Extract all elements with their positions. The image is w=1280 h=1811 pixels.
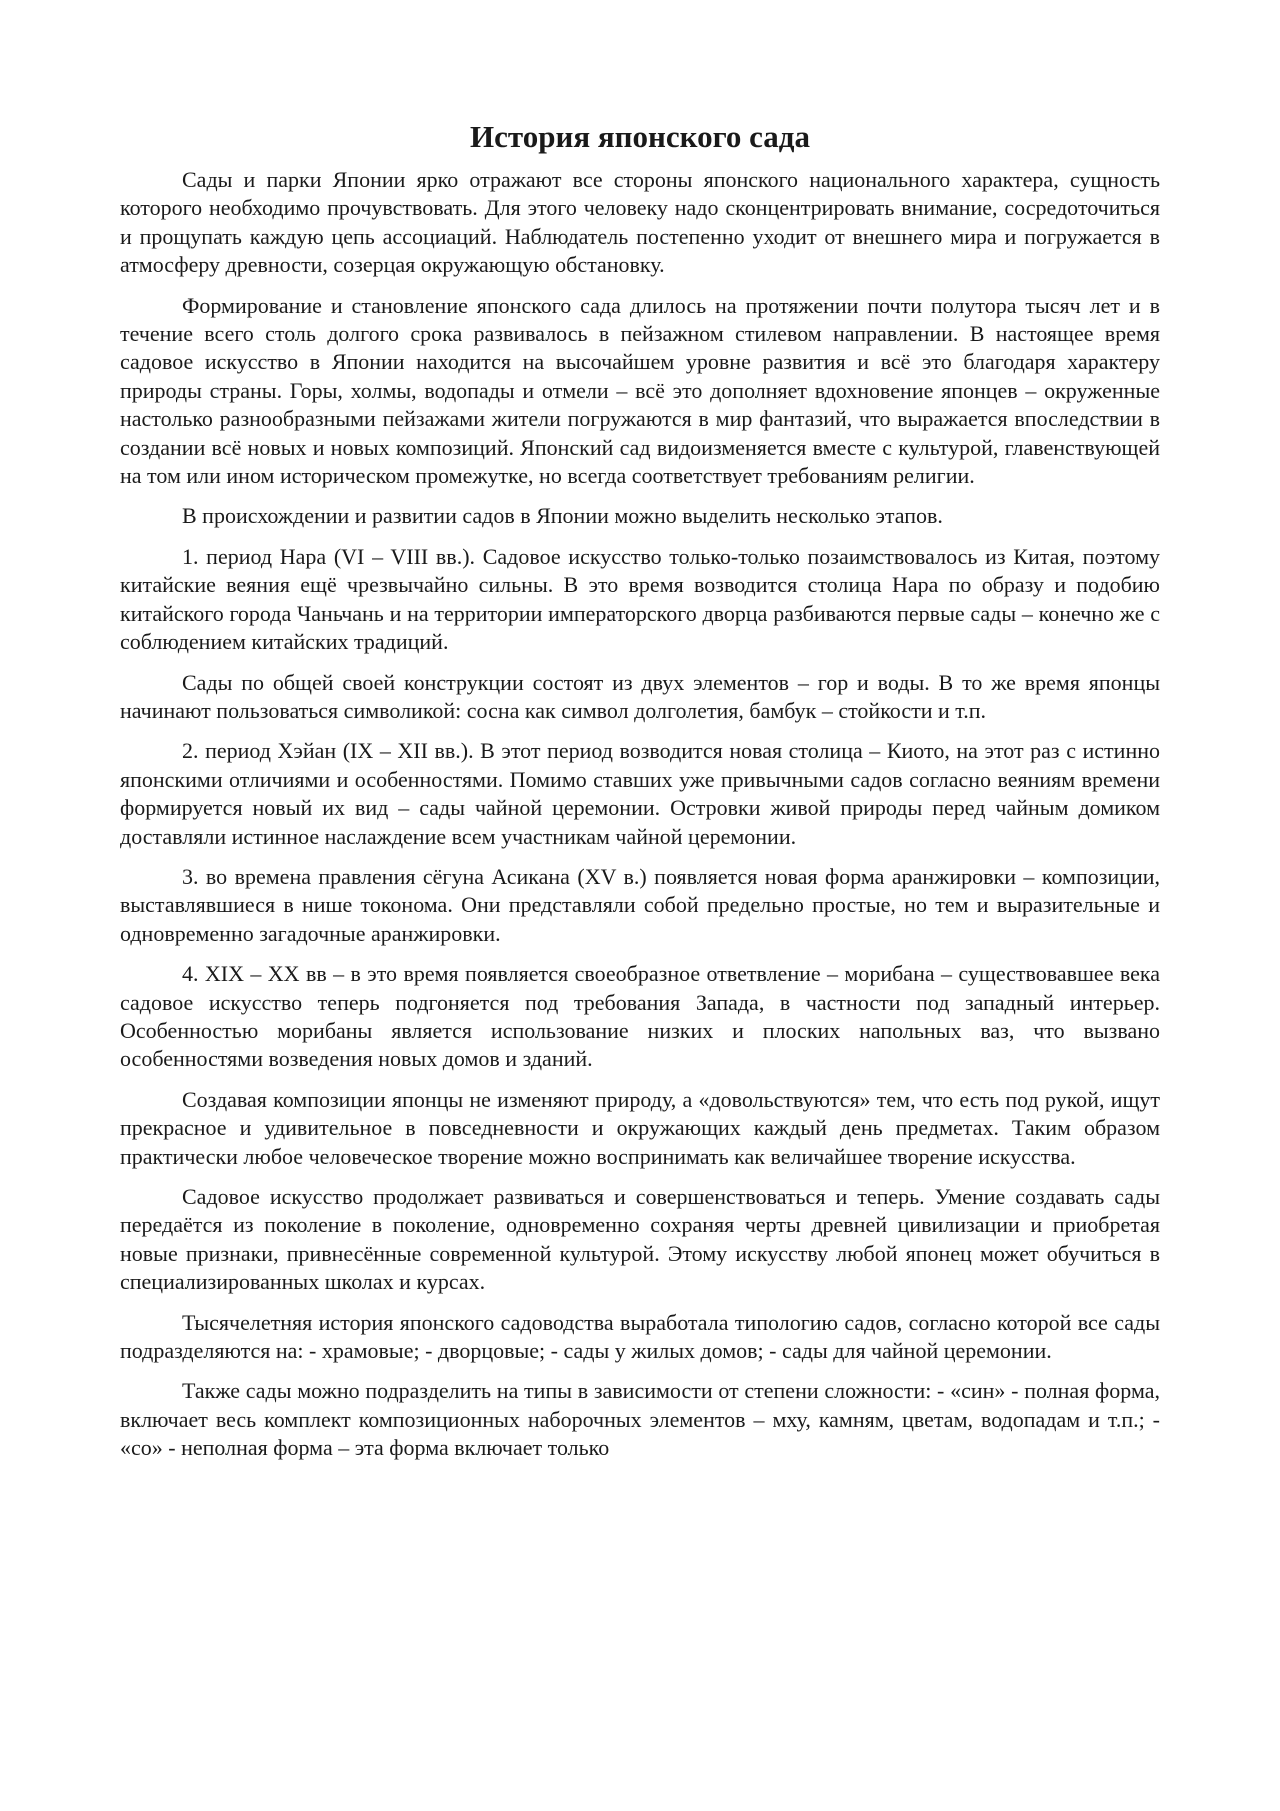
paragraph-typology: Тысячелетняя история японского садоводства выработала типологию садов, согласно которой все сады подразделяются на: - храмовые; - дворцовые; - сады у жилых домов; - сады для чайной церемонии. — [120, 1309, 1160, 1364]
paragraph-complexity-types: Также сады можно подразделить на типы в зависимости от степени сложности: - «син» - полная форма, включает весь комплект композиционных наборочных элементов – мху, камням, цветам, водопадам и т.п.; - «со» - неполная форма – эта форма включает только — [120, 1378, 1160, 1461]
paragraph-intro: Сады и парки Японии ярко отражают все стороны японского национального характера, сущность которого необходимо прочувствовать. Для этого человеку надо сконцентрировать внимание, сосредоточиться и прощупать каждую цепь ассоциаций. Наблюдатель постепенно уходит от внешнего мира и погружается в атмосферу древности, созерцая окружающую обстановку. — [120, 167, 1160, 278]
paragraph-stages-intro: В происхождении и развитии садов в Японии можно выделить несколько этапов. — [182, 503, 943, 529]
paragraph-moribana: 4. XIX – XX вв – в это время появляется своеобразное ответвление – морибана – существовавшее века садовое искусство теперь подгоняется под требования Запада, в частности под западный интерьер. Особенностью морибаны является использование низких и плоских напольных ваз, что вызвано особенностями возведения новых домов и зданий. — [120, 961, 1160, 1072]
paragraph-nara-period: 1. период Нара (VI – VIII вв.). Садовое искусство только-только позаимствовалось из Китая, поэтому китайские веяния ещё чрезвычайно сильны. В это время возводится столица Нара по образу и подобию китайского города Чаньчань и на территории императорского дворца разбиваются первые сады – конечно же с соблюдением китайских традиций. — [120, 543, 1160, 655]
document-title: История японского сада — [470, 119, 810, 154]
paragraph-heian-period: 2. период Хэйан (IX – XII вв.). В этот период возводится новая столица – Киото, на этот раз с истинно японскими отличиями и особенностями. Помимо ставших уже привычными садов согласно веяниям времени формируется новый их вид – сады чайной церемонии. Островки живой природы перед чайным домиком доставляли истинное наслаждение всем участникам чайной церемонии. — [120, 738, 1160, 849]
paragraph-garden-elements: Сады по общей своей конструкции состоят из двух элементов – гор и воды. В то же время японцы начинают пользоваться символикой: сосна как символ долголетия, бамбук – стойкости и т.п. — [120, 669, 1160, 723]
paragraph-modern-art: Садовое искусство продолжает развиваться и совершенствоваться и теперь. Умение создавать сады передаётся из поколение в поколение, одновременно сохраняя черты древней цивилизации и приобретая новые признаки, привнесённые современной культурой. Этому искусству любой японец может обучиться в специализированных школах и курсах. — [120, 1184, 1160, 1295]
paragraph-ashikaga-era: 3. во времена правления сёгуна Асикана (XV в.) появляется новая форма аранжировки – композиции, выставлявшиеся в нише токонома. Они представляли собой предельно простые, но тем и выразительные и одновременно загадочные аранжировки. — [120, 863, 1160, 946]
document-page — [120, 118, 1160, 1768]
paragraph-formation: Формирование и становление японского сада длилось на протяжении почти полутора тысяч лет и в течение всего столь долгого срока развивалось в пейзажном стилевом направлении. В настоящее время садовое искусство в Японии находится на высочайшем уровне развития и всё это благодаря характеру природы страны. Горы, холмы, водопады и отмели – всё это дополняет вдохновение японцев – окруженные настолько разнообразными пейзажами жители погружаются в мир фантазий, что выражается впоследствии в создании всё новых и новых композиций. Японский сад видоизменяется вместе с культурой, главенствующей на том или ином историческом промежутке, но всегда соответствует требованиям религии. — [120, 292, 1160, 489]
paragraph-composition: Создавая композиции японцы не изменяют природу, а «довольствуются» тем, что есть под рукой, ищут прекрасное и удивительное в повседневности и окружающих каждый день предметах. Таким образом практически любое человеческое творение можно воспринимать как величайшее творение искусства. — [120, 1086, 1160, 1169]
